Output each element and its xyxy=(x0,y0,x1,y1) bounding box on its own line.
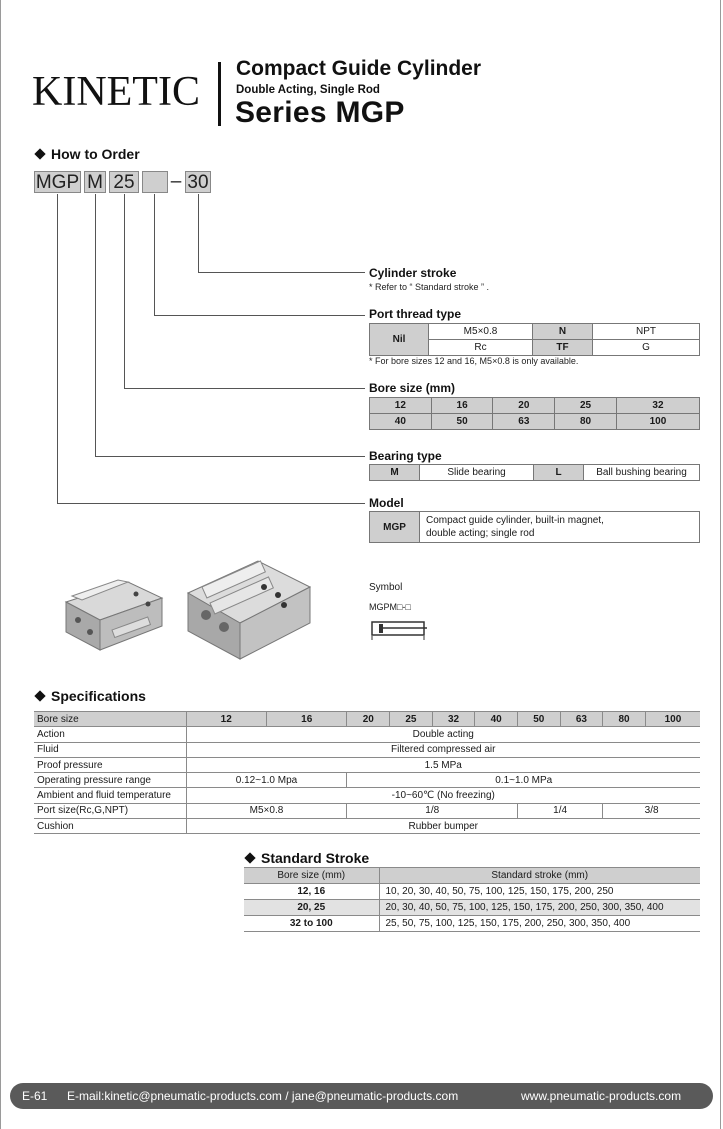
order-code-bearing: M xyxy=(84,171,106,193)
bore-cell: 20 xyxy=(493,398,555,414)
port-m5-value: M5×0.8 xyxy=(429,324,533,340)
bore-size-table xyxy=(369,397,700,430)
order-code-port xyxy=(142,171,168,193)
order-code-stroke: 30 xyxy=(185,171,211,193)
footer-emails[interactable]: E-mail:kinetic@pneumatic-products.com / jane@pneumatic-products.com xyxy=(67,1089,459,1103)
page-title: Compact Guide Cylinder xyxy=(236,57,482,80)
bore-connector-h xyxy=(124,388,365,389)
how-to-order-heading xyxy=(36,146,140,162)
stroke-col-bore: Bore size (mm) xyxy=(244,868,379,884)
bearing-m-code: M xyxy=(370,465,420,481)
specifications-title: Specifications xyxy=(51,688,146,704)
spec-row-action xyxy=(34,727,700,742)
stroke-values: 20, 30, 40, 50, 75, 100, 125, 150, 175, 200, 250, 300, 350, 400 xyxy=(379,900,700,916)
how-to-order-title: How to Order xyxy=(51,146,140,162)
stroke-bore: 20, 25 xyxy=(244,900,379,916)
spec-label: Action xyxy=(34,727,186,742)
order-code-bore: 25 xyxy=(109,171,139,193)
order-code-dash: – xyxy=(170,171,182,192)
bearing-connector-h xyxy=(95,456,365,457)
spec-label: Port size(Rc,G,NPT) xyxy=(34,803,186,818)
spec-value: 1/8 xyxy=(347,803,518,818)
stroke-values: 25, 50, 75, 100, 125, 150, 175, 200, 250, 300, 350, 400 xyxy=(379,916,700,932)
port-g-value: G xyxy=(593,340,700,356)
spec-label: Cushion xyxy=(34,819,186,834)
diamond-bullet-icon xyxy=(244,852,255,863)
model-connector-h xyxy=(57,503,365,504)
bearing-type-table xyxy=(369,464,700,481)
spec-bore-cell: 50 xyxy=(517,712,560,727)
bore-cell: 25 xyxy=(555,398,617,414)
port-npt-value: NPT xyxy=(593,324,700,340)
right-page-edge xyxy=(720,0,721,1129)
bearing-connector-v xyxy=(95,194,96,456)
stroke-connector-v xyxy=(198,194,199,272)
cylinder-stroke-label: Cylinder stroke xyxy=(369,266,457,280)
port-n-code: N xyxy=(533,324,593,340)
model-description xyxy=(420,512,700,543)
spec-bore-cell: 25 xyxy=(390,712,433,727)
spec-row-proof xyxy=(34,757,700,772)
standard-stroke-table xyxy=(244,867,700,932)
cylinder-photo-large xyxy=(178,543,318,663)
bearing-l-code: L xyxy=(534,465,584,481)
model-code: MGP xyxy=(370,512,420,543)
spec-row-fluid xyxy=(34,742,700,757)
page-number: E-61 xyxy=(22,1089,48,1103)
port-connector-h xyxy=(154,315,365,316)
symbol-code: MGPM□-□ xyxy=(369,602,411,612)
port-thread-note: * For bore sizes 12 and 16, M5×0.8 is only available. xyxy=(369,356,579,366)
port-thread-label: Port thread type xyxy=(369,307,462,321)
spec-row-operating xyxy=(34,773,700,788)
specifications-table xyxy=(34,711,700,834)
spec-bore-cell: 63 xyxy=(560,712,603,727)
spec-bore-cell: 20 xyxy=(347,712,390,727)
bore-cell: 80 xyxy=(555,414,617,430)
spec-bore-cell: 12 xyxy=(186,712,266,727)
spec-label: Proof pressure xyxy=(34,757,186,772)
port-thread-table xyxy=(369,323,700,356)
model-desc-line1: Compact guide cylinder, built-in magnet, xyxy=(426,515,604,526)
spec-label: Ambient and fluid temperature xyxy=(34,788,186,803)
bore-cell: 100 xyxy=(616,414,699,430)
cylinder-stroke-note: * Refer to “ Standard stroke ” . xyxy=(369,282,490,292)
spec-value: 3/8 xyxy=(603,803,700,818)
spec-value: 0.12~1.0 Mpa xyxy=(186,773,347,788)
bore-cell: 50 xyxy=(431,414,493,430)
port-rc-value: Rc xyxy=(429,340,533,356)
order-code-model: MGP xyxy=(35,172,80,193)
spec-label: Bore size xyxy=(34,712,186,727)
bearing-l-text: Ball bushing bearing xyxy=(584,465,700,481)
cylinder-photo-small xyxy=(58,560,168,658)
left-page-edge xyxy=(0,0,1,1129)
spec-bore-cell: 80 xyxy=(603,712,646,727)
cylinder-symbol-icon xyxy=(369,618,429,640)
stroke-row xyxy=(244,916,700,932)
spec-value: Double acting xyxy=(186,727,700,742)
stroke-values: 10, 20, 30, 40, 50, 75, 100, 125, 150, 175, 200, 250 xyxy=(379,884,700,900)
footer-website[interactable]: www.pneumatic-products.com xyxy=(521,1089,682,1103)
spec-bore-cell: 16 xyxy=(266,712,346,727)
stroke-header-row xyxy=(244,868,700,884)
stroke-bore: 32 to 100 xyxy=(244,916,379,932)
bore-connector-v xyxy=(124,194,125,388)
stroke-connector-h xyxy=(198,272,365,273)
model-table xyxy=(369,511,700,543)
header-divider xyxy=(218,62,221,126)
spec-bore-cell: 32 xyxy=(432,712,475,727)
standard-stroke-title: Standard Stroke xyxy=(261,850,370,866)
spec-row-port xyxy=(34,803,700,818)
spec-bore-cell: 100 xyxy=(645,712,700,727)
spec-label: Fluid xyxy=(34,742,186,757)
diamond-bullet-icon xyxy=(34,148,45,159)
bearing-m-text: Slide bearing xyxy=(420,465,534,481)
spec-row-cushion xyxy=(34,819,700,834)
spec-value: 0.1~1.0 MPa xyxy=(347,773,700,788)
spec-value: Filtered compressed air xyxy=(186,742,700,757)
model-desc-line2: double acting; single rod xyxy=(426,528,535,539)
bearing-type-label: Bearing type xyxy=(369,449,442,463)
brand-logo: KINETIC xyxy=(32,69,200,115)
series-title: Series MGP xyxy=(235,96,405,129)
model-label: Model xyxy=(369,496,404,510)
stroke-row xyxy=(244,884,700,900)
spec-bore-cell: 40 xyxy=(475,712,518,727)
spec-value: M5×0.8 xyxy=(186,803,347,818)
page-subtitle: Double Acting, Single Rod xyxy=(236,84,380,96)
spec-value: 1/4 xyxy=(517,803,602,818)
bore-cell: 12 xyxy=(370,398,432,414)
bore-size-label: Bore size (mm) xyxy=(369,381,456,395)
spec-row-bore xyxy=(34,712,700,727)
stroke-row xyxy=(244,900,700,916)
standard-stroke-heading xyxy=(246,850,369,866)
spec-value: -10~60℃ (No freezing) xyxy=(186,788,700,803)
port-connector-v xyxy=(154,194,155,315)
port-nil-code: Nil xyxy=(370,324,429,356)
port-tf-code: TF xyxy=(533,340,593,356)
model-connector-v xyxy=(57,194,58,503)
symbol-label: Symbol xyxy=(369,582,403,593)
bore-cell: 32 xyxy=(616,398,699,414)
bore-cell: 63 xyxy=(493,414,555,430)
stroke-col-stroke: Standard stroke (mm) xyxy=(379,868,700,884)
bore-cell: 16 xyxy=(431,398,493,414)
footer-bar xyxy=(10,1083,713,1109)
spec-value: Rubber bumper xyxy=(186,819,700,834)
spec-row-ambient xyxy=(34,788,700,803)
spec-label: Operating pressure range xyxy=(34,773,186,788)
specifications-heading xyxy=(36,688,146,704)
diamond-bullet-icon xyxy=(34,690,45,701)
bore-cell: 40 xyxy=(370,414,432,430)
spec-value: 1.5 MPa xyxy=(186,757,700,772)
stroke-bore: 12, 16 xyxy=(244,884,379,900)
